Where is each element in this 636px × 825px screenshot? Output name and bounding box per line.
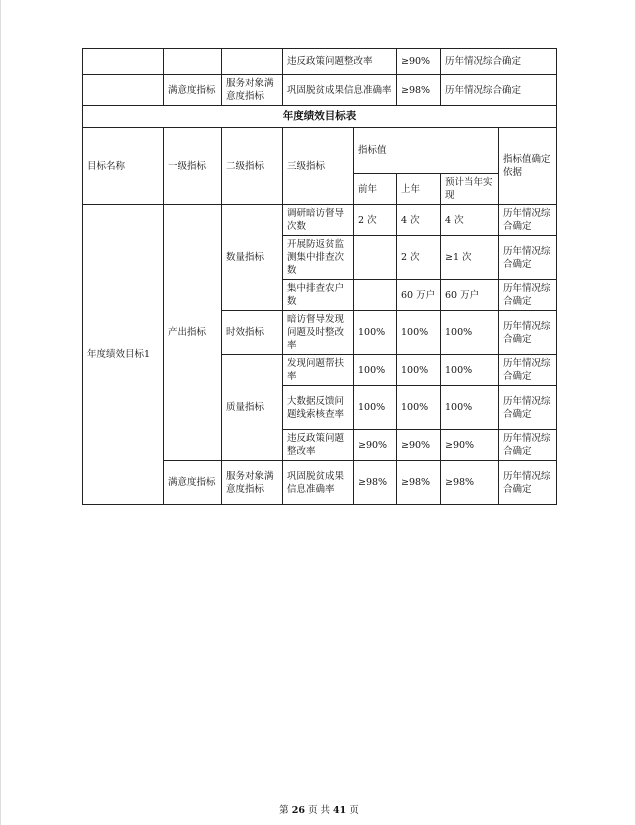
header-indicator-value: 指标值 [354,128,499,174]
prev-cell: 100% [354,386,397,430]
header-expected: 预计当年实现 [441,174,499,205]
level3-cell: 违反政策问题整改率 [283,49,397,75]
table-title: 年度绩效目标表 [83,106,557,128]
prev-cell: 100% [354,311,397,355]
header-level2: 二级指标 [222,128,283,205]
level3-cell: 集中排查农户数 [283,280,354,311]
prev-cell: 100% [354,355,397,386]
basis-cell: 历年情况综合确定 [499,205,557,236]
prev-cell [354,280,397,311]
basis-cell: 历年情况综合确定 [441,75,557,106]
target-name-cell [83,75,164,106]
target-name-cell [83,49,164,75]
service-satisfaction-cell: 服务对象满意度指标 [222,461,283,505]
expected-cell: ≥1 次 [441,236,499,280]
last-cell: ≥90% [397,430,441,461]
expected-cell: ≥90% [441,430,499,461]
basis-cell: 历年情况综合确定 [441,49,557,75]
expected-cell: 100% [441,311,499,355]
last-cell: 100% [397,311,441,355]
level2-cell: 服务对象满意度指标 [222,75,283,106]
target-name-cell: 年度绩效目标1 [83,205,164,505]
last-cell: ≥98% [397,461,441,505]
header-basis: 指标值确定依据 [499,128,557,205]
header-level1: 一级指标 [164,128,222,205]
basis-cell: 历年情况综合确定 [499,461,557,505]
quantity-indicator-cell: 数量指标 [222,205,283,311]
value-cell: ≥90% [397,49,441,75]
page-suffix: 页 [349,805,359,816]
level3-cell: 开展防返贫监测集中排查次数 [283,236,354,280]
level3-cell: 巩固脱贫成果信息准确率 [283,75,397,106]
page-footer [1,802,636,816]
level3-cell: 调研暗访督导次数 [283,205,354,236]
last-cell: 100% [397,355,441,386]
last-cell: 4 次 [397,205,441,236]
level3-cell: 发现问题帮扶率 [283,355,354,386]
basis-cell: 历年情况综合确定 [499,386,557,430]
prev-cell: 2 次 [354,205,397,236]
basis-cell: 历年情况综合确定 [499,236,557,280]
level1-cell: 满意度指标 [164,75,222,106]
expected-cell: ≥98% [441,461,499,505]
last-cell: 100% [397,386,441,430]
total-pages-number: 41 [333,805,347,816]
page-prefix: 第 [279,805,289,816]
expected-cell: 100% [441,355,499,386]
annual-performance-table [82,105,557,505]
page-middle-text: 页 共 [307,805,331,816]
table-row [83,75,557,106]
prev-cell [354,236,397,280]
timeliness-indicator-cell: 时效指标 [222,311,283,355]
basis-cell: 历年情况综合确定 [499,430,557,461]
current-page-number: 26 [291,805,305,816]
level2-cell [222,49,283,75]
expected-cell: 60 万户 [441,280,499,311]
basis-cell: 历年情况综合确定 [499,311,557,355]
table-row [83,205,557,236]
quality-indicator-cell: 质量指标 [222,355,283,461]
level1-cell [164,49,222,75]
last-cell: 2 次 [397,236,441,280]
document-page [1,0,635,825]
title-row [83,106,557,128]
continued-table [82,48,557,106]
output-indicator-cell: 产出指标 [164,205,222,461]
header-last-year: 上年 [397,174,441,205]
table-row [83,49,557,75]
expected-cell: 100% [441,386,499,430]
header-target-name: 目标名称 [83,128,164,205]
expected-cell: 4 次 [441,205,499,236]
basis-cell: 历年情况综合确定 [499,280,557,311]
satisfaction-indicator-cell: 满意度指标 [164,461,222,505]
value-cell: ≥98% [397,75,441,106]
level3-cell: 违反政策问题整改率 [283,430,354,461]
header-row [83,128,557,174]
basis-cell: 历年情况综合确定 [499,355,557,386]
last-cell: 60 万户 [397,280,441,311]
header-level3: 三级指标 [283,128,354,205]
prev-cell: ≥90% [354,430,397,461]
header-prev-year: 前年 [354,174,397,205]
level3-cell: 大数据反馈问题线索核查率 [283,386,354,430]
prev-cell: ≥98% [354,461,397,505]
level3-cell: 暗访督导发现问题及时整改率 [283,311,354,355]
level3-cell: 巩固脱贫成果信息准确率 [283,461,354,505]
